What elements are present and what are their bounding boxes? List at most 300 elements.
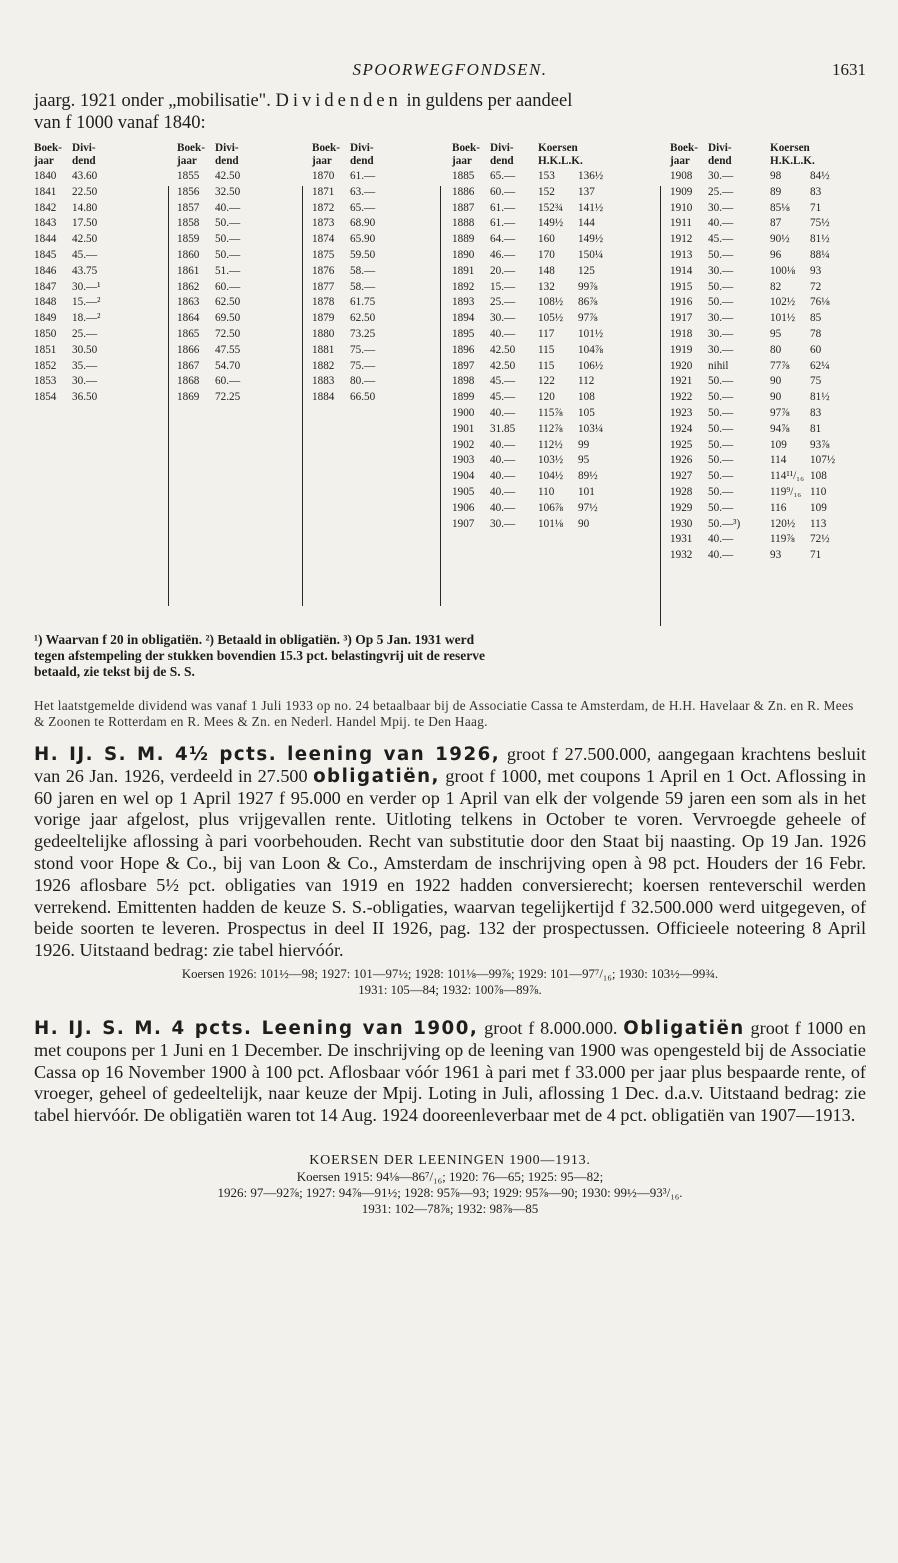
table-cell: 105½	[538, 312, 564, 325]
table-header-cell: Koersen	[538, 142, 578, 154]
table-row	[34, 311, 132, 327]
table-row	[670, 438, 846, 454]
table-cell: 30.—	[708, 312, 734, 325]
footnote-line-1: ¹) Waarvan f 20 in obligatiën. ²) Betaald in obligatiën. ³) Op 5 Jan. 1931 werd	[34, 632, 475, 647]
table-cell: 61.—	[490, 201, 516, 214]
table-cell: 160	[538, 233, 555, 246]
table-cell: 1919	[670, 343, 693, 356]
table-cell: 1896	[452, 343, 475, 356]
table-cell: 144	[578, 217, 595, 230]
intro-line2: van f 1000 vanaf 1840:	[34, 113, 206, 133]
table-cell: 76⅛	[810, 296, 830, 309]
table-cell: 148	[538, 264, 555, 277]
table-cell: 1925	[670, 438, 693, 451]
koersen-leeningen-line-2: 1926: 97—92⅞; 1927: 94⅞—91½; 1928: 95⅞—93; 1929: 95⅞—90; 1930: 99½—93³/₁₆.	[217, 1184, 683, 1200]
table-cell: 109	[770, 438, 787, 451]
table-cell: 1914	[670, 264, 693, 277]
table-cell: 75½	[810, 217, 830, 230]
table-cell: 1858	[177, 217, 200, 230]
table-cell: 112	[578, 375, 595, 388]
table-cell: 1916	[670, 296, 693, 309]
table-cell: 90	[770, 391, 782, 404]
table-cell: 72.50	[215, 327, 241, 340]
table-header-cell: jaar	[177, 155, 197, 167]
table-row	[452, 422, 614, 438]
table-cell: 1904	[452, 470, 475, 483]
table-cell: 40.—	[490, 501, 516, 514]
table-cell: 116	[770, 501, 787, 514]
table-cell: 50.—	[708, 406, 734, 419]
table-cell: 60.—	[215, 375, 241, 388]
page-number: 1631	[832, 60, 866, 79]
table-cell: 45.—	[708, 233, 734, 246]
table-row	[452, 374, 614, 390]
table-row	[670, 501, 846, 517]
table-cell: 1890	[452, 248, 475, 261]
table-row	[452, 406, 614, 422]
table-row	[670, 232, 846, 248]
loan-1900-text-2: groot f 1000 en met coupons per 1 Juni en 1 December. De inschrijving op de leening van 1900 was opengesteld bij de Associatie Cassa op 16 November 1900 à 100 pct. Aflosbaar vóór 1961 à pari met f 33.000 per jaar plus bespaarde rente, of vroeger, geheel of gedeeltelijk, naar keuze der Mpij. Loting in Juli, aflossing 1 Dec. d.a.v. Uitstaand bedrag: zie tabel hiervóór. De obligatiën waren tot 14 Aug. 1924 dooreenleverbaar met de 4 pct. obligatiën van 1907—1913.	[34, 1017, 866, 1126]
table-row	[452, 469, 614, 485]
table-row	[34, 280, 132, 296]
table-cell: 1842	[34, 201, 57, 214]
table-cell: 103½	[538, 454, 564, 467]
table-row	[34, 327, 132, 343]
table-cell: 31.85	[490, 422, 516, 435]
table-cell: 1887	[452, 201, 475, 214]
table-cell: 40.—	[708, 549, 734, 562]
table-row	[177, 232, 275, 248]
table-cell: 94⅞	[770, 422, 790, 435]
table-header-row	[34, 142, 132, 155]
table-cell: 97⅞	[578, 312, 598, 325]
intro-line1-a: jaarg. 1921 onder „mobilisatie".	[34, 91, 276, 111]
table-cell: 83	[810, 406, 822, 419]
table-cell: 93	[810, 264, 822, 277]
table-cell: 54.70	[215, 359, 241, 372]
table-cell: 1845	[34, 248, 57, 261]
table-cell: 119⁹/₁₆	[770, 485, 802, 498]
table-header-row	[312, 155, 410, 168]
table-header-cell: Koersen	[770, 142, 810, 154]
table-cell: 1861	[177, 264, 200, 277]
table-row	[177, 390, 275, 406]
table-cell: 1865	[177, 327, 200, 340]
table-row	[34, 343, 132, 359]
table-cell: 1848	[34, 296, 57, 309]
running-title: SPOORWEGFONDSEN.	[352, 60, 548, 79]
table-row	[34, 295, 132, 311]
table-cell: 40.—	[490, 454, 516, 467]
table-cell: 30.—	[708, 327, 734, 340]
column-divider	[168, 186, 169, 606]
table-cell: 119⅞	[770, 533, 795, 546]
loan-1926-text-2: groot f 1000, met coupons 1 April en 1 Oct. Aflossing in 60 jaren en wel op 1 April 1927 f 95.000 en verder op 1 April van elk der volgende 59 jaren een som als in het vorige jaar afgelost, plus vrijgevallen rente. Uitloting telkens in October te voren. Vervroegde geheele of gedeeltelijke aflossing à pari voorbehouden. Recht van substitutie door den Staat bij naasting. Op 19 Jan. 1926 stond voor Hope & Co., bij van Loon & Co., Amsterdam de inschrijving open à 98 pct. Houders der 16 Febr. 1926 aflosbare 5½ pct. obligaties van 1919 en 1922 hadden conversierecht; koersen renteverschil werden verrekend. Emittenten hadden de keuze S. S.-obligaties, waarvan tegelijkertijd f 32.500.000 werd uitgegeven, of beide soorten te leveren. Prospectus in deel II 1926, pag. 132 der prospectussen. Officieele noteering 8 April 1926. Uitstaand bedrag: zie tabel hiervóór.	[34, 765, 867, 961]
table-cell: 104⅞	[578, 343, 604, 356]
table-cell: 36.50	[72, 391, 98, 404]
footnote-line-2: tegen afstempeling der stukken bovendien 15.3 pct. belastingvrij uit de reserve	[34, 648, 485, 663]
table-cell: 42.50	[72, 233, 98, 246]
table-row	[312, 343, 410, 359]
footnote-line-3: betaald, zie tekst bij de S. S.	[34, 664, 195, 679]
table-cell: 50.—	[215, 233, 241, 246]
table-cell: 108	[810, 470, 827, 483]
table-header-cell: jaar	[34, 155, 54, 167]
table-cell: 62.50	[350, 312, 376, 325]
table-cell: 45.—	[490, 375, 516, 388]
table-cell: 60.—	[215, 280, 241, 293]
table-row	[670, 264, 846, 280]
table-header-cell: dend	[490, 155, 514, 167]
table-cell: 20.—	[490, 264, 516, 277]
table-cell: 58.—	[350, 264, 376, 277]
table-cell: 1841	[34, 185, 57, 198]
table-row	[670, 311, 846, 327]
table-cell: 113	[810, 517, 827, 530]
table-cell: 102½	[770, 296, 796, 309]
table-cell: 25.—	[490, 296, 516, 309]
table-cell: 30.—	[708, 264, 734, 277]
table-header-cell: dend	[350, 155, 374, 167]
table-row	[670, 295, 846, 311]
table-cell: 104½	[538, 470, 564, 483]
table-cell: 46.—	[490, 248, 516, 261]
table-cell: 65.—	[490, 170, 516, 182]
table-row	[34, 374, 132, 390]
table-row	[452, 185, 614, 201]
table-cell: 1857	[177, 201, 200, 214]
table-row	[452, 232, 614, 248]
table-row	[177, 374, 275, 390]
table-cell: 50.—	[708, 296, 734, 309]
table-cell: 64.—	[490, 233, 516, 246]
table-cell: 1894	[452, 312, 475, 325]
table-row	[452, 453, 614, 469]
table-cell: 1909	[670, 185, 693, 198]
table-cell: 1900	[452, 406, 475, 419]
table-cell: 1852	[34, 359, 57, 372]
table-cell: 1903	[452, 454, 475, 467]
table-cell: 50.—	[708, 438, 734, 451]
table-cell: 1908	[670, 170, 693, 182]
table-row	[34, 248, 132, 264]
table-cell: 105	[578, 406, 595, 419]
table-row	[34, 185, 132, 201]
table-cell: 112⅞	[538, 422, 563, 435]
table-row	[34, 201, 132, 217]
table-cell: 75	[810, 375, 822, 388]
table-cell: 110	[538, 485, 555, 498]
table-row	[177, 201, 275, 217]
table-cell: 152¾	[538, 201, 564, 214]
table-cell: 50.—	[708, 391, 734, 404]
table-cell: 42.50	[490, 359, 516, 372]
table-cell: 78	[810, 327, 822, 340]
table-cell: 1892	[452, 280, 475, 293]
table-row	[177, 264, 275, 280]
table-row	[670, 374, 846, 390]
table-cell: 1918	[670, 327, 693, 340]
table-row	[670, 548, 846, 564]
table-row	[177, 169, 275, 185]
table-row	[452, 216, 614, 232]
table-header-cell: Boek-	[34, 142, 62, 154]
table-cell: 1897	[452, 359, 475, 372]
table-cell: 1850	[34, 327, 57, 340]
table-cell: 1884	[312, 391, 335, 404]
table-cell: 1910	[670, 201, 693, 214]
table-row	[452, 264, 614, 280]
table-header-cell: Divi-	[72, 142, 96, 154]
loan-1926-obligaties: obligatiën,	[313, 765, 440, 787]
table-cell: 120½	[770, 517, 796, 530]
table-cell: 63.—	[350, 185, 376, 198]
table-cell: 106½	[578, 359, 604, 372]
table-cell: 1875	[312, 248, 335, 261]
table-row	[177, 216, 275, 232]
table-cell: 97⅞	[770, 406, 790, 419]
table-cell: 30.—	[708, 343, 734, 356]
table-cell: 51.—	[215, 264, 241, 277]
table-cell: 18.—²	[72, 312, 101, 325]
table-cell: 40.—	[215, 201, 241, 214]
table-cell: 95	[578, 454, 590, 467]
table-cell: 100⅛	[770, 264, 796, 277]
table-cell: 65.—	[350, 201, 376, 214]
table-cell: 71	[810, 549, 822, 562]
table-cell: 83	[810, 185, 822, 198]
table-cell: 97½	[578, 501, 598, 514]
table-cell: 42.50	[215, 170, 241, 182]
table-cell: 1879	[312, 312, 335, 325]
table-cell: 89	[770, 185, 782, 198]
table-cell: 73.25	[350, 327, 376, 340]
table-group-4	[452, 142, 614, 532]
table-cell: 61.—	[490, 217, 516, 230]
table-row	[312, 232, 410, 248]
table-cell: 40.—	[490, 470, 516, 483]
table-row	[312, 248, 410, 264]
table-cell: 50.—	[215, 248, 241, 261]
table-cell: 22.50	[72, 185, 98, 198]
table-row	[177, 343, 275, 359]
table-cell: 1899	[452, 391, 475, 404]
table-cell: 50.—	[215, 217, 241, 230]
table-cell: 1926	[670, 454, 693, 467]
table-row	[670, 390, 846, 406]
table-cell: 1883	[312, 375, 335, 388]
loan-1926-paragraph	[34, 744, 866, 962]
table-cell: 99	[578, 438, 590, 451]
table-cell: 1885	[452, 170, 475, 182]
table-header-cell: Divi-	[215, 142, 239, 154]
table-row	[452, 248, 614, 264]
table-row	[312, 390, 410, 406]
table-row	[670, 343, 846, 359]
table-cell: 125	[578, 264, 595, 277]
loan-1926-text-1: groot f 27.500.000, aangegaan krachtens besluit van 26 Jan. 1926, verdeeld in 27.500	[34, 744, 866, 786]
table-cell: 1898	[452, 375, 475, 388]
table-header-cell: Boek-	[670, 142, 698, 154]
table-row	[312, 264, 410, 280]
table-cell: 90	[770, 375, 782, 388]
table-cell: 88¼	[810, 248, 830, 261]
table-row	[177, 359, 275, 375]
table-cell: 40.—	[490, 485, 516, 498]
table-header-cell: Boek-	[312, 142, 340, 154]
table-header-cell: Divi-	[490, 142, 514, 154]
table-header-cell: jaar	[670, 155, 690, 167]
table-cell: 101½	[770, 312, 796, 325]
table-cell: 81½	[810, 391, 830, 404]
table-group-5	[670, 142, 846, 564]
table-cell: 1878	[312, 296, 335, 309]
table-row	[34, 390, 132, 406]
table-cell: 45.—	[490, 391, 516, 404]
loan-1926-koersen	[34, 966, 866, 998]
table-cell: 1915	[670, 280, 693, 293]
table-header-cell: jaar	[452, 155, 472, 167]
table-cell: 30.—	[72, 375, 98, 388]
table-cell: 132	[538, 280, 555, 293]
table-cell: 81	[810, 422, 822, 435]
table-row	[34, 359, 132, 375]
table-cell: 43.60	[72, 170, 98, 182]
table-row	[452, 359, 614, 375]
table-row	[452, 390, 614, 406]
table-cell: 15.—²	[72, 296, 101, 309]
table-cell: 153	[538, 170, 555, 182]
table-row	[312, 169, 410, 185]
table-cell: 30.—	[708, 170, 734, 182]
table-cell: 1921	[670, 375, 693, 388]
table-cell: 93⅞	[810, 438, 830, 451]
table-cell: 115	[538, 343, 555, 356]
table-row	[312, 311, 410, 327]
table-cell: 50.—³)	[708, 517, 741, 530]
table-cell: 50.—	[708, 501, 734, 514]
table-row	[670, 327, 846, 343]
table-cell: 25.—	[708, 185, 734, 198]
table-cell: 14.80	[72, 201, 98, 214]
table-cell: 1843	[34, 217, 57, 230]
table-cell: 1913	[670, 248, 693, 261]
table-row	[452, 280, 614, 296]
table-cell: 1924	[670, 422, 693, 435]
table-cell: 1851	[34, 343, 57, 356]
table-cell: 30.—	[490, 312, 516, 325]
table-cell: 1872	[312, 201, 335, 214]
table-cell: 1859	[177, 233, 200, 246]
table-row	[670, 453, 846, 469]
table-cell: 110	[810, 485, 827, 498]
table-header-cell: Divi-	[708, 142, 732, 154]
table-header-row	[312, 142, 410, 155]
table-cell: 115	[538, 359, 555, 372]
table-cell: 149½	[578, 233, 604, 246]
table-cell: 106⅞	[538, 501, 564, 514]
table-cell: 1881	[312, 343, 335, 356]
table-cell: 58.—	[350, 280, 376, 293]
page	[34, 50, 866, 1217]
table-cell: 112½	[538, 438, 563, 451]
table-cell: 1932	[670, 549, 693, 562]
table-row	[177, 185, 275, 201]
table-cell: 141½	[578, 201, 604, 214]
table-cell: 1882	[312, 359, 335, 372]
table-header-cell: Boek-	[452, 142, 480, 154]
koersen-leeningen-line-3: 1931: 102—78⅞; 1932: 98⅞—85	[361, 1200, 539, 1216]
table-cell: 1849	[34, 312, 57, 325]
footnotes	[34, 632, 866, 680]
table-cell: 1923	[670, 406, 693, 419]
table-row	[312, 185, 410, 201]
table-cell: 1862	[177, 280, 200, 293]
table-cell: 50.—	[708, 454, 734, 467]
table-cell: 1889	[452, 233, 475, 246]
table-cell: 77⅞	[770, 359, 790, 372]
table-group-2	[177, 142, 275, 406]
table-row	[670, 406, 846, 422]
table-cell: 1871	[312, 185, 335, 198]
table-row	[452, 438, 614, 454]
table-cell: 75.—	[350, 343, 376, 356]
table-cell: 1868	[177, 375, 200, 388]
table-cell: 98	[770, 170, 782, 182]
table-cell: 59.50	[350, 248, 376, 261]
table-cell: 1931	[670, 533, 693, 546]
table-cell: 89½	[578, 470, 598, 483]
table-row	[670, 201, 846, 217]
table-row	[670, 485, 846, 501]
table-header-cell: dend	[215, 155, 239, 167]
table-cell: 42.50	[490, 343, 516, 356]
table-row	[177, 327, 275, 343]
table-row	[177, 280, 275, 296]
table-header-cell: dend	[72, 155, 96, 167]
table-header-cell: H.K.L.K.	[538, 155, 583, 167]
table-cell: 90½	[770, 233, 790, 246]
table-cell: 1860	[177, 248, 200, 261]
table-cell: 1856	[177, 185, 200, 198]
table-cell: 115⅞	[538, 406, 563, 419]
table-cell: 150¼	[578, 248, 604, 261]
table-row	[312, 327, 410, 343]
table-header-row	[670, 142, 846, 155]
table-cell: 1876	[312, 264, 335, 277]
table-cell: 40.—	[708, 533, 734, 546]
table-cell: 103¼	[578, 422, 604, 435]
table-header-cell: Divi-	[350, 142, 374, 154]
table-cell: 81½	[810, 233, 830, 246]
table-cell: 1869	[177, 391, 200, 404]
table-cell: 101½	[578, 327, 604, 340]
table-cell: 30.—¹	[72, 280, 101, 293]
table-cell: 72	[810, 280, 822, 293]
table-header-cell: H.K.L.K.	[770, 155, 815, 167]
table-cell: 1886	[452, 185, 475, 198]
table-cell: 72½	[810, 533, 830, 546]
table-header-row	[177, 142, 275, 155]
table-cell: 60.—	[490, 185, 516, 198]
table-row	[452, 169, 614, 185]
table-row	[177, 295, 275, 311]
table-cell: 82	[770, 280, 782, 293]
table-row	[34, 169, 132, 185]
intro-spaced-word: Dividenden	[275, 91, 402, 111]
table-cell: 15.—	[490, 280, 516, 293]
table-cell: 40.—	[490, 406, 516, 419]
